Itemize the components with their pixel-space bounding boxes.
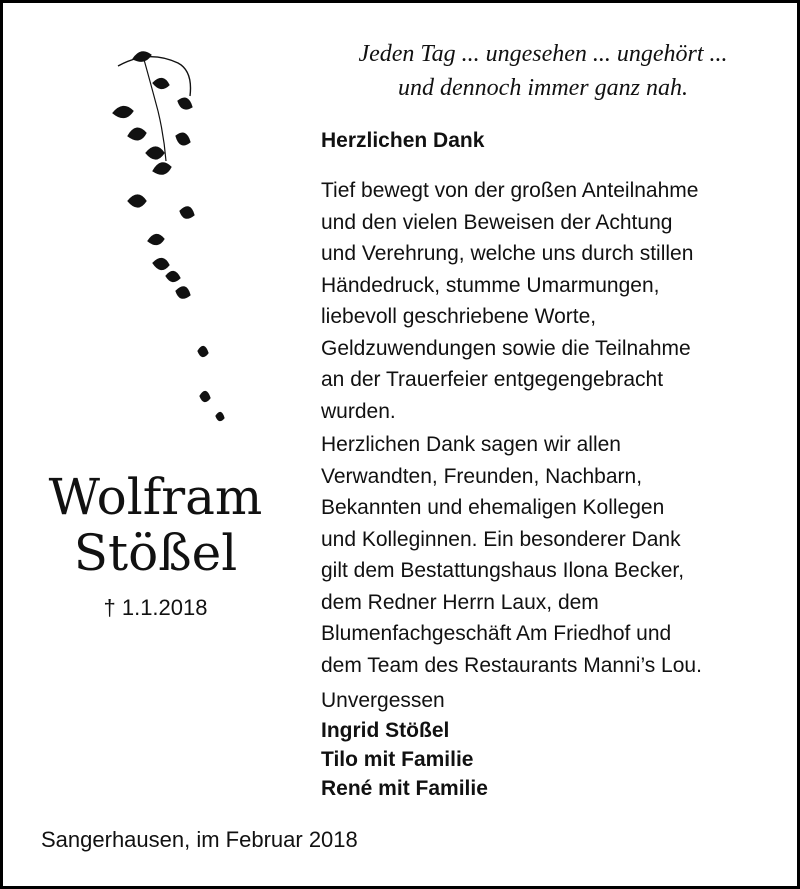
paragraph-line: an der Trauerfeier entgegengebracht — [321, 368, 664, 391]
deceased-last-name: Stößel — [73, 524, 238, 582]
paragraph-line: und Kolleginnen. Ein besonderer Dank — [321, 527, 681, 551]
paragraph-line: dem Redner Herrn Laux, dem — [321, 590, 599, 614]
signer-name: René mit Familie — [321, 777, 488, 800]
closing-word: Unvergessen — [321, 689, 445, 712]
place-and-date: Sangerhausen, im Februar 2018 — [41, 827, 358, 852]
paragraph-line: Herzlichen Dank sagen wir allen — [321, 433, 621, 456]
quote-line-1: Jeden Tag ... ungesehen ... ungehört ... — [358, 41, 728, 67]
falling-leaves-icon — [98, 41, 238, 431]
signers-list — [321, 716, 488, 803]
paragraph-line: gilt dem Bestattungshaus Ilona Becker, — [321, 559, 685, 582]
paragraph-line: Verwandten, Freunden, Nachbarn, — [321, 464, 643, 488]
signer-name: Ingrid Stößel — [321, 719, 450, 742]
paragraph-line: dem Team des Restaurants Manni’s Lou. — [321, 653, 702, 677]
paragraph-line: und den vielen Beweisen der Achtung — [321, 210, 673, 234]
paragraph-line: Blumenfachgeschäft Am Friedhof und — [321, 622, 672, 645]
paragraph-line: Bekannten und ehemaligen Kollegen — [321, 496, 665, 519]
deceased-first-name: Wolfram — [48, 468, 263, 526]
paragraph-line: Geldzuwendungen sowie die Teilnahme — [321, 336, 691, 360]
thanks-paragraph-1 — [321, 175, 791, 427]
paragraph-line: wurden. — [321, 399, 396, 423]
quote — [303, 37, 783, 105]
thanks-paragraph-2 — [321, 429, 791, 681]
thanks-heading: Herzlichen Dank — [321, 129, 485, 152]
quote-line-2: und dennoch immer ganz nah. — [398, 75, 688, 101]
paragraph-line: Tief bewegt von der großen Anteilnahme — [321, 179, 699, 202]
paragraph-line: liebevoll geschriebene Worte, — [321, 305, 597, 328]
paragraph-line: und Verehrung, welche uns durch stillen — [321, 242, 694, 265]
paragraph-line: Händedruck, stumme Umarmungen, — [321, 273, 660, 297]
death-date: † 1.1.2018 — [103, 595, 208, 620]
signer-name: Tilo mit Familie — [321, 748, 474, 771]
